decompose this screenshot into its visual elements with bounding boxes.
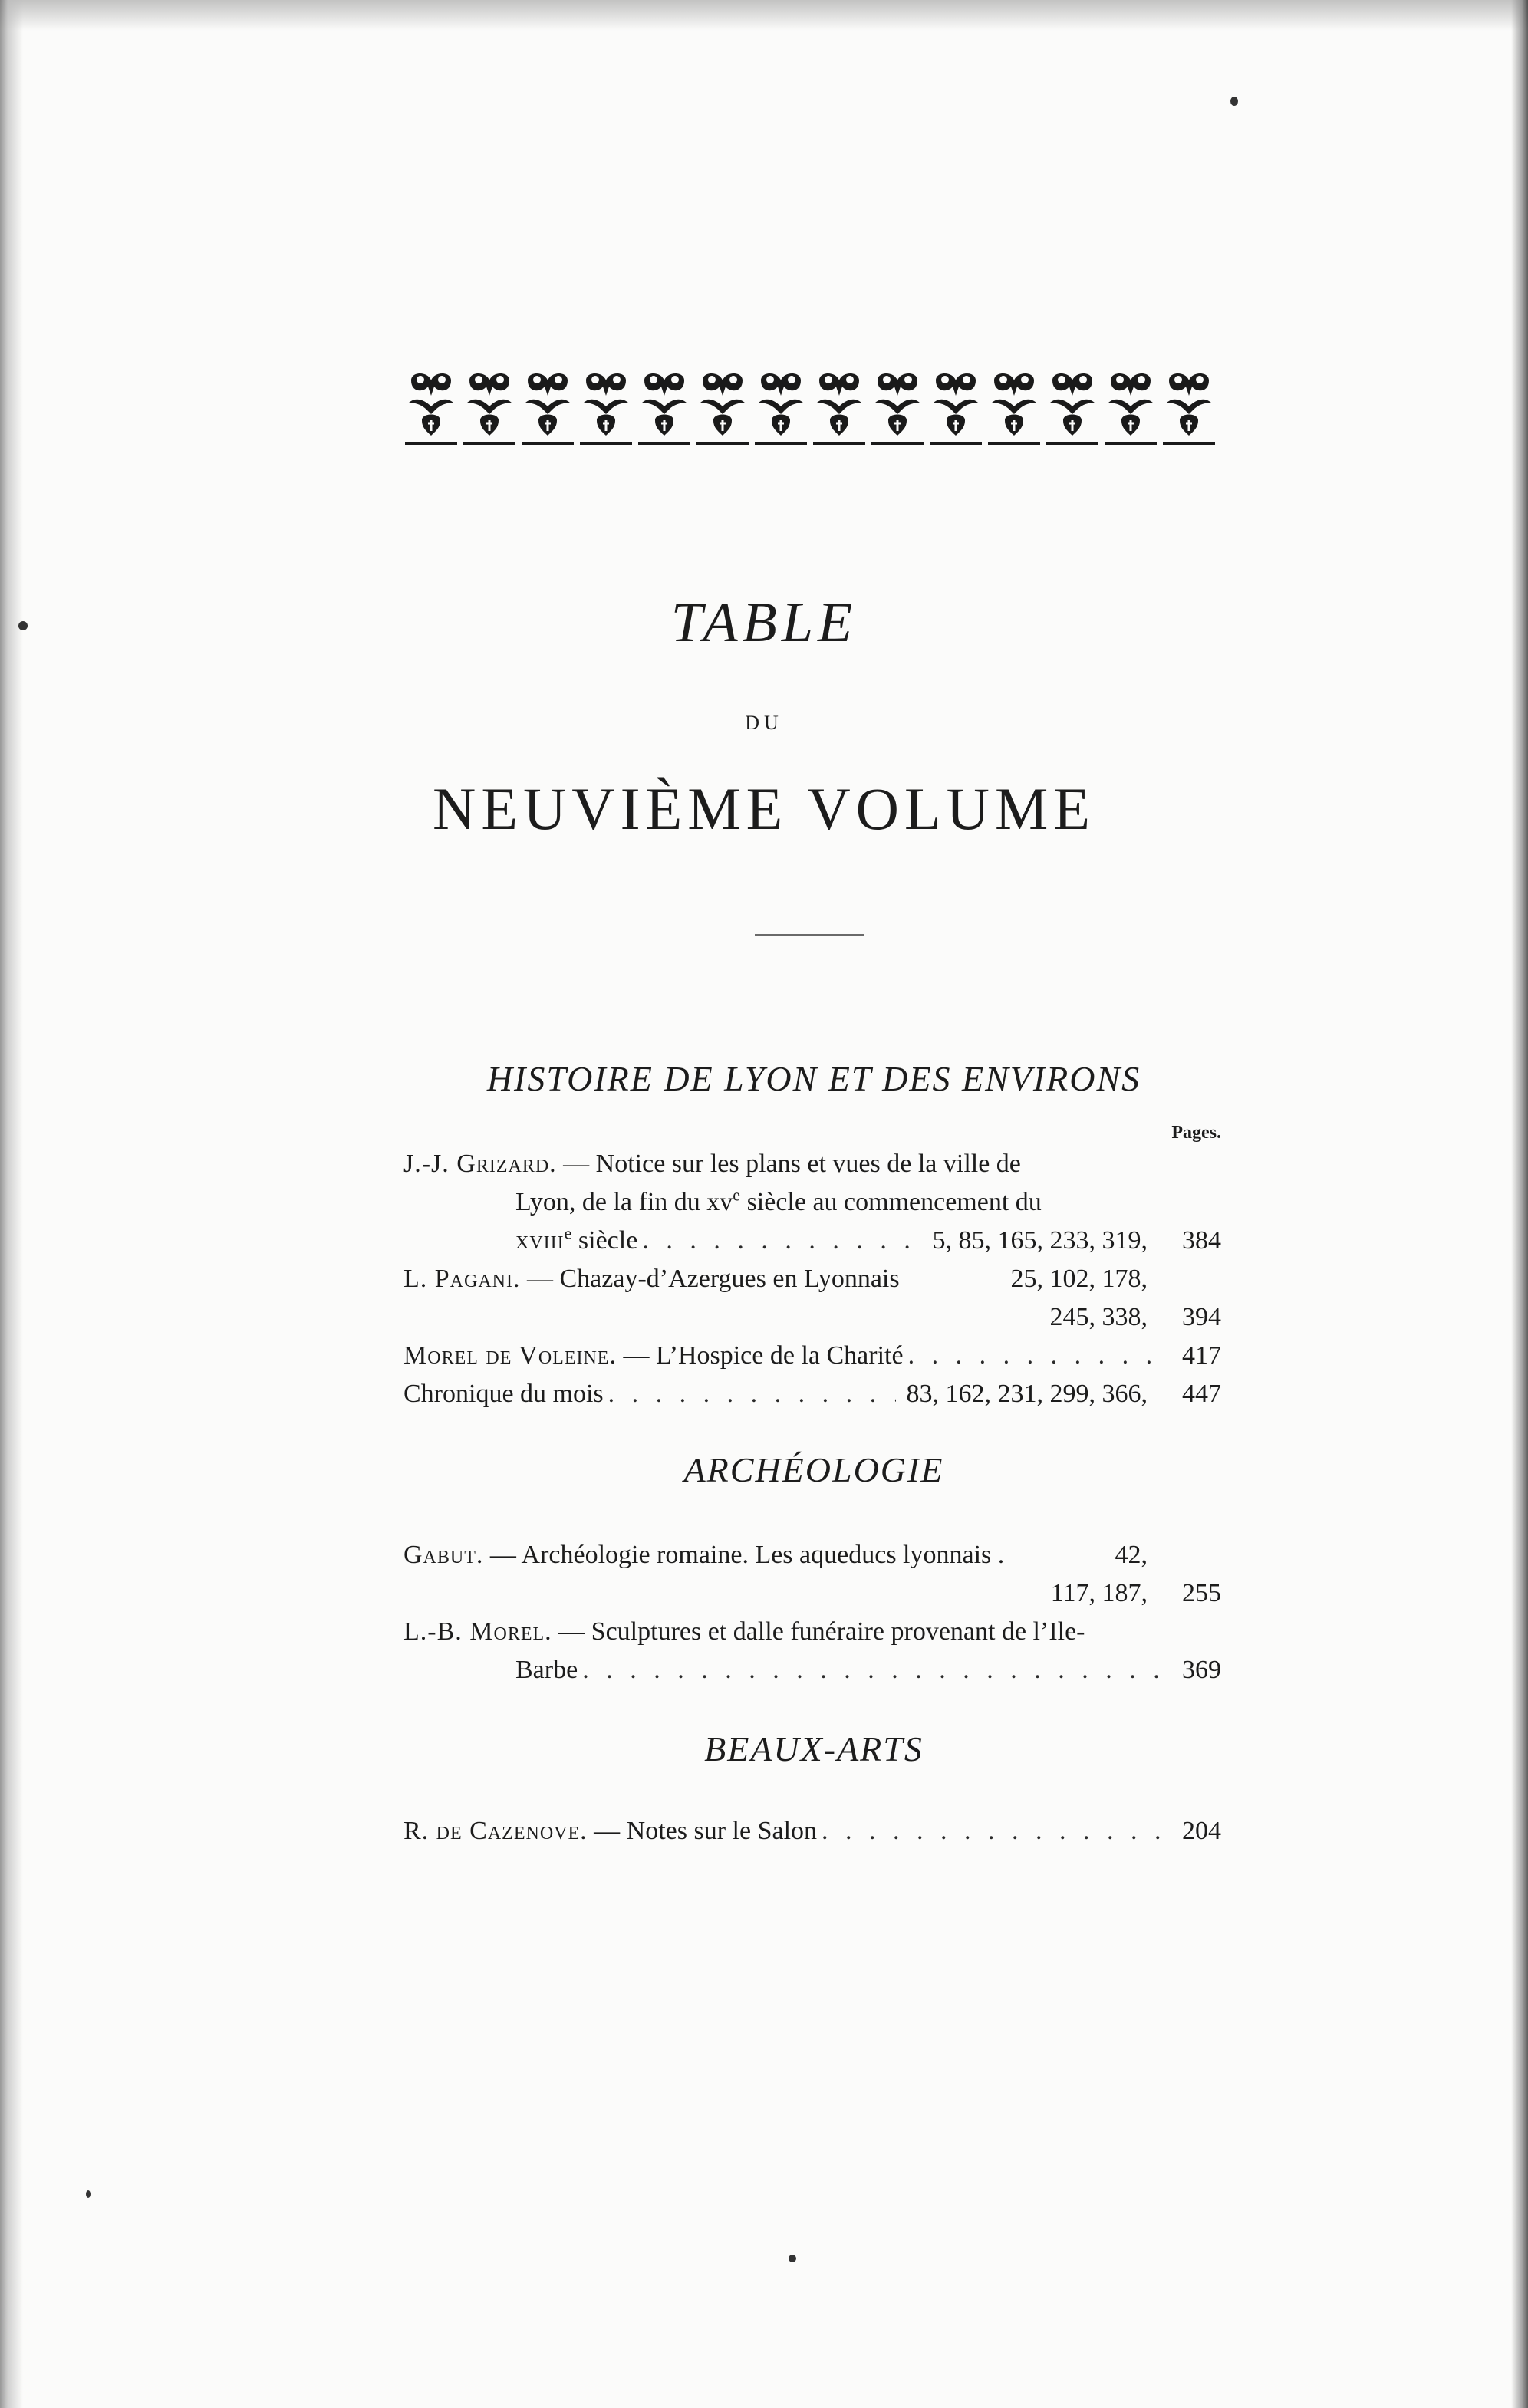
entry-text: — L’Hospice de la Charité [623, 1341, 904, 1370]
toc-entry-grizard-line2: Lyon, de la fin du $xv^e$ siècle au commencement du [515, 1185, 1042, 1216]
toc-entry-grizard-line3: xviii$^e$ siècle . . . 5, 85, 165, 233, 319, 384 [515, 1224, 1221, 1258]
toc-entry-gabut-line1 [403, 1538, 1221, 1572]
entry-text: Chronique du mois [403, 1380, 604, 1408]
toc-entry-cazenove [403, 1814, 1221, 1848]
scan-speck [1230, 97, 1238, 106]
leader-dots [908, 1339, 1164, 1373]
toc-entry-pagani-line2 [403, 1301, 1221, 1334]
entry-page-number: 255 [1182, 1579, 1221, 1607]
title-divider [755, 934, 864, 936]
entry-text: — Archéologie romaine. Les aqueducs lyonnais . [489, 1541, 1005, 1569]
entry-text: — Chazay-d’Azergues en Lyonnais [527, 1265, 900, 1293]
toc-entry-lb-morel-line1 [403, 1615, 1221, 1649]
page-edge-shadow-top [0, 0, 1528, 31]
ornamental-header-band [405, 370, 1230, 452]
entry-page-refs: 5, 85, 165, 233, 319, [932, 1226, 1148, 1255]
toc-entry-pagani-line1 [403, 1262, 1221, 1296]
entry-page-number: 384 [1182, 1226, 1221, 1255]
toc-entry-gabut-line2 [403, 1577, 1221, 1610]
page-edge-shadow-right [1511, 0, 1528, 2408]
leader-dots [822, 1814, 1164, 1848]
entry-text: — Notes sur le Salon [594, 1817, 818, 1845]
entry-page-number: 447 [1182, 1380, 1221, 1408]
toc-entry-morel-de-voleine [403, 1339, 1221, 1373]
leader-dots [642, 1224, 921, 1258]
toc-entry-chronique [403, 1377, 1221, 1411]
scan-speck [86, 2190, 91, 2198]
entry-page-refs: 245, 338, [1049, 1303, 1148, 1331]
section-title-archeologie: ARCHÉOLOGIE [683, 1450, 944, 1489]
entry-page-refs: 83, 162, 231, 299, 366, [906, 1380, 1148, 1408]
entry-page-number: 369 [1182, 1656, 1221, 1684]
scan-speck [18, 621, 28, 630]
section-title-beaux-arts: BEAUX-ARTS [704, 1729, 924, 1768]
entry-page-number: 394 [1182, 1303, 1221, 1331]
toc-entry-lb-morel-line2 [515, 1653, 1221, 1687]
entry-page-refs: 25, 102, 178, [1010, 1265, 1148, 1293]
entry-author: Gabut. [403, 1541, 484, 1569]
entry-text: — Notice sur les plans et vues de la ville de [563, 1150, 1021, 1178]
table-title: TABLE [670, 591, 858, 654]
entry-author: Morel de Voleine. [403, 1341, 617, 1370]
pages-column-label: Pages. [1171, 1123, 1221, 1143]
entry-text: Barbe [515, 1656, 578, 1684]
entry-page-number: 417 [1182, 1341, 1221, 1370]
section-title-histoire: HISTOIRE DE LYON ET DES ENVIRONS [486, 1059, 1141, 1098]
entry-author: J.-J. Grizard. [403, 1150, 557, 1178]
entry-page-number: 204 [1182, 1817, 1221, 1845]
entry-author: R. de Cazenove. [403, 1817, 588, 1845]
title-connector: DU [745, 712, 783, 734]
entry-author: L. Pagani. [403, 1265, 521, 1293]
entry-page-refs: 117, 187, [1050, 1579, 1148, 1607]
leader-dots [608, 1377, 896, 1411]
scan-speck [789, 2255, 796, 2262]
entry-page-refs: 42, [1115, 1541, 1148, 1569]
page-edge-shadow-left [0, 0, 23, 2408]
entry-author: L.-B. Morel. [403, 1617, 552, 1646]
entry-text: — Sculptures et dalle funéraire provenant de l’Ile- [558, 1617, 1085, 1646]
leader-dots [582, 1653, 1164, 1687]
toc-entry-grizard-line1 [403, 1147, 1221, 1181]
volume-title: NEUVIÈME VOLUME [433, 775, 1095, 842]
